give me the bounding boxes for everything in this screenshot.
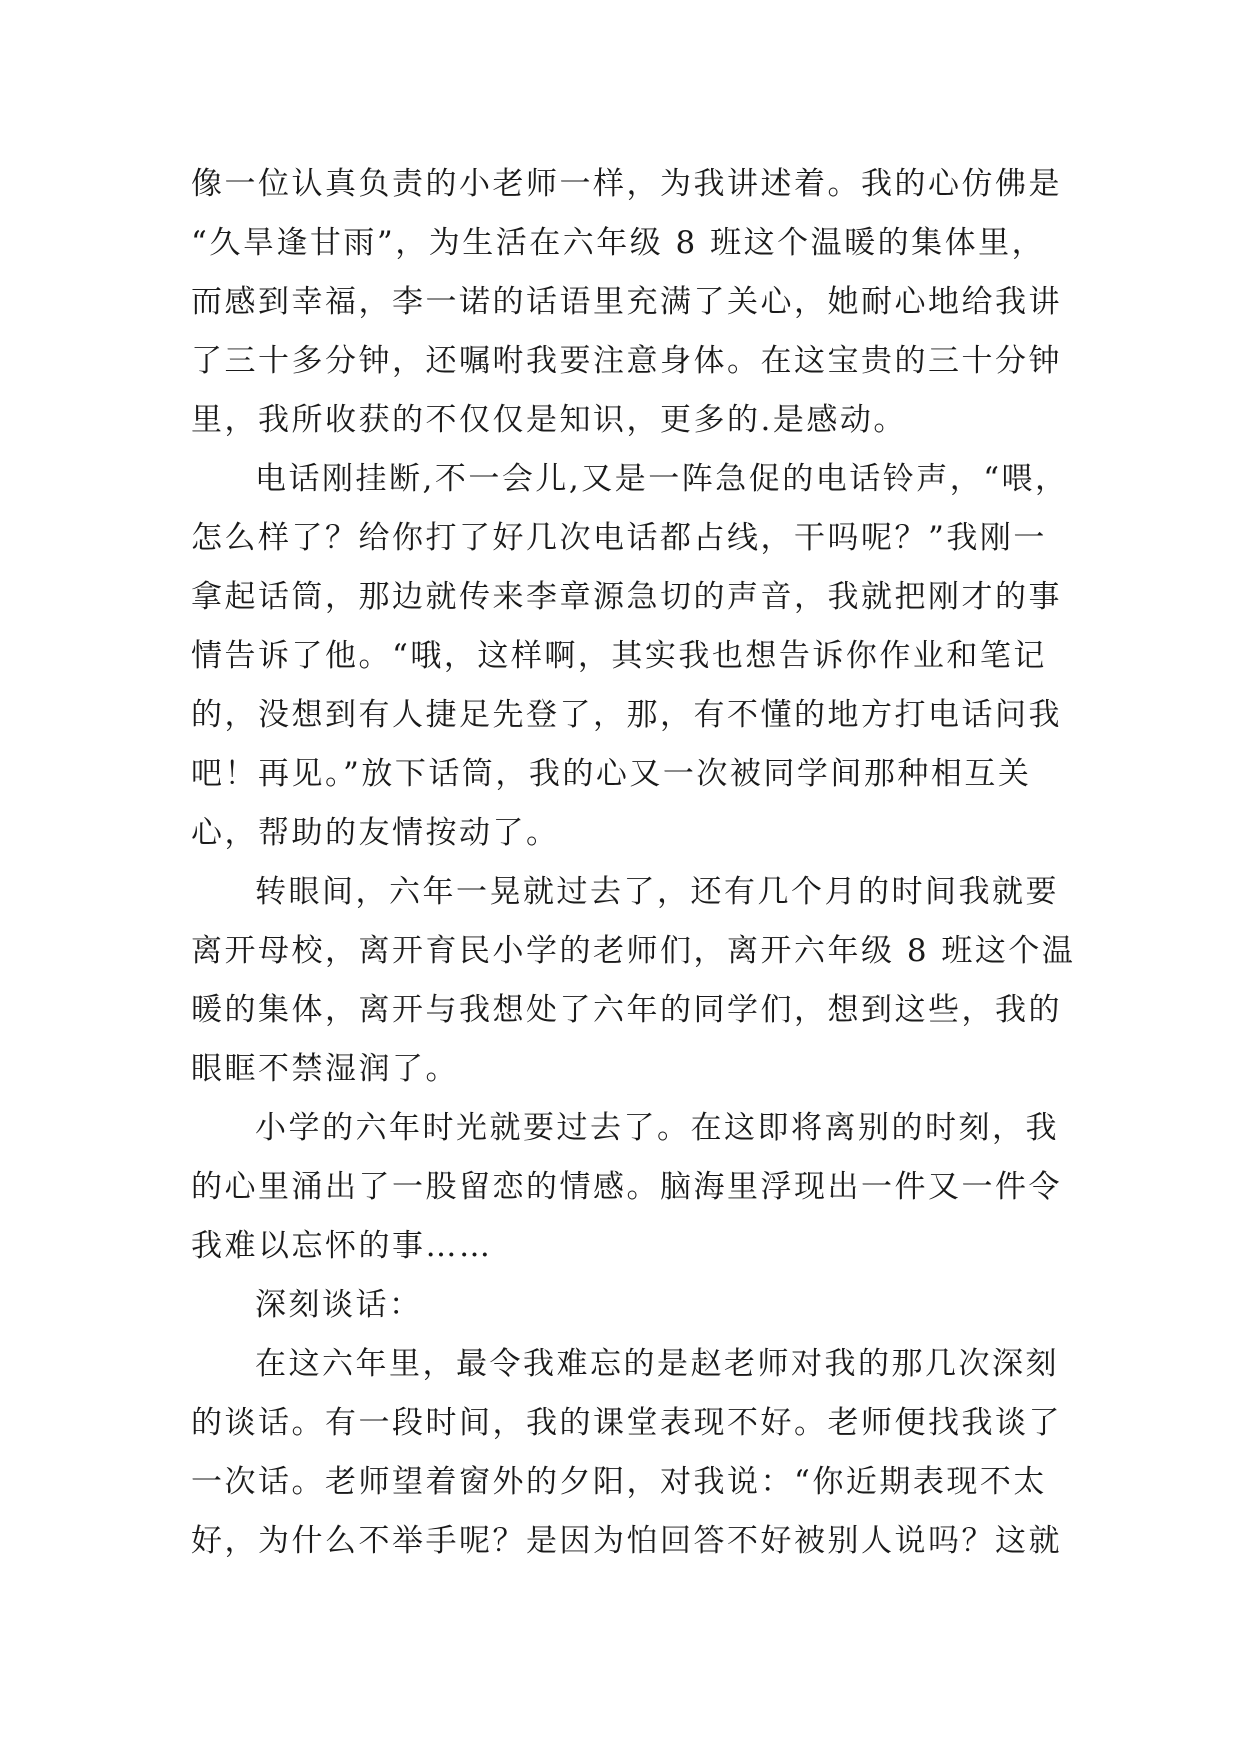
text-line: 而感到幸福，李一诺的话语里充满了关心，她耐心地给我讲 [191,284,1062,320]
text-line: 一次话。老师望着窗外的夕阳，对我说：“你近期表现不太 [191,1464,1047,1500]
text-line: 眼眶不禁湿润了。 [191,1051,459,1087]
text-line: “久旱逢甘雨”，为生活在六年级 8 班这个温暖的集体里， [191,225,1046,261]
text-line: 的谈话。有一段时间，我的课堂表现不好。老师便找我谈了 [191,1405,1062,1441]
text-line: 了三十多分钟，还嘱咐我要注意身体。在这宝贵的三十分钟 [191,343,1062,379]
text-line: 吧！再见。”放下话筒，我的心又一次被同学间那种相互关 [191,756,1032,792]
text-line: 拿起话筒，那边就传来李章源急切的声音，我就把刚才的事 [191,579,1062,615]
paragraph-start-line: 电话刚挂断,不一会儿,又是一阵急促的电话铃声，“喂， [255,461,1069,497]
paragraph-start-line: 在这六年里，最令我难忘的是赵老师对我的那几次深刻 [255,1346,1059,1382]
text-line: 里，我所收获的不仅仅是知识，更多的.是感动。 [191,402,907,438]
paragraph-start-line: 小学的六年时光就要过去了。在这即将离别的时刻，我 [255,1110,1059,1146]
text-line: 情告诉了他。“哦，这样啊，其实我也想告诉你作业和笔记 [191,638,1047,674]
text-line: 好，为什么不举手呢？是因为怕回答不好被别人说吗？这就 [191,1523,1062,1559]
text-line: 怎么样了？给你打了好几次电话都占线，干吗呢？”我刚一 [191,520,1047,556]
body-text [191,155,1076,1571]
text-line: 的，没想到有人捷足先登了，那，有不懂的地方打电话问我 [191,697,1062,733]
text-line: 离开母校，离开育民小学的老师们，离开六年级 8 班这个温 [191,933,1076,969]
text-line: 暖的集体，离开与我想处了六年的同学们，想到这些，我的 [191,992,1062,1028]
paragraph-start-line: 转眼间，六年一晃就过去了，还有几个月的时间我就要 [255,874,1059,910]
section-heading-line: 深刻谈话： [255,1287,423,1323]
text-line: 我难以忘怀的事…… [191,1228,493,1264]
text-line: 像一位认真负责的小老师一样，为我讲述着。我的心仿佛是 [191,166,1062,202]
text-line: 的心里涌出了一股留恋的情感。脑海里浮现出一件又一件令 [191,1169,1062,1205]
text-line: 心，帮助的友情按动了。 [191,815,560,851]
